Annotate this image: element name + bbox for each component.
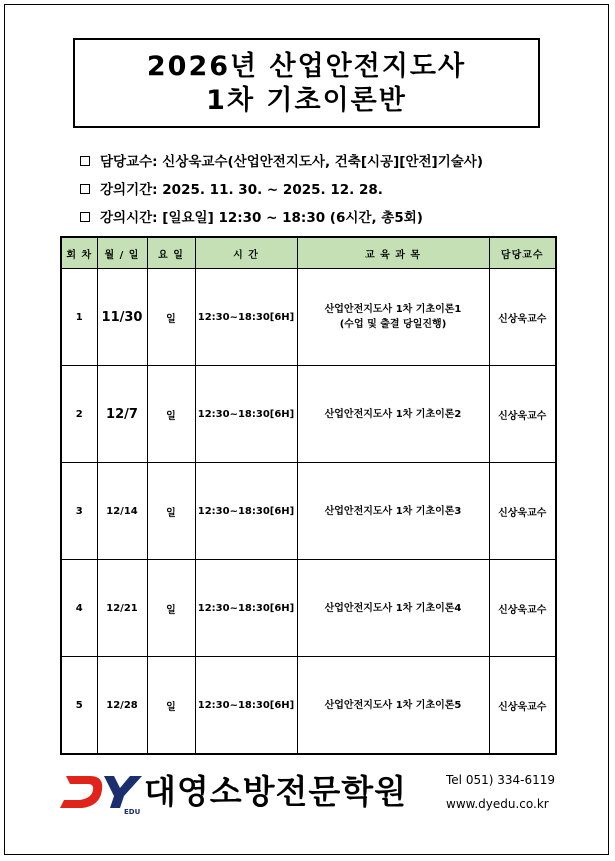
cell-date: 12/28 bbox=[97, 657, 147, 755]
header-no: 회 차 bbox=[61, 237, 97, 269]
cell-no: 5 bbox=[61, 657, 97, 755]
cell-day: 일 bbox=[147, 560, 195, 657]
table-row bbox=[61, 560, 556, 657]
info-label: 강의기간: bbox=[100, 182, 158, 198]
cell-day: 일 bbox=[147, 269, 195, 366]
info-value: 2025. 11. 30. ~ 2025. 12. 28. bbox=[162, 182, 383, 198]
course-title: 산업안전지도사 1차 기초이론4 bbox=[324, 602, 462, 614]
schedule-table bbox=[60, 236, 557, 755]
table-row bbox=[61, 657, 556, 755]
course-title: 산업안전지도사 1차 기초이론2 bbox=[324, 408, 462, 420]
contact-web: www.dyedu.co.kr bbox=[446, 797, 549, 811]
header-day: 요 일 bbox=[147, 237, 195, 269]
course-note: (수업 및 출결 당일진행) bbox=[339, 319, 447, 330]
cell-date: 12/7 bbox=[97, 366, 147, 463]
cell-no: 2 bbox=[61, 366, 97, 463]
cell-date: 12/14 bbox=[97, 463, 147, 560]
dy-edu-logo bbox=[60, 770, 150, 816]
school-name: 대영소방전문학원 bbox=[144, 772, 408, 811]
table-row bbox=[61, 269, 556, 366]
cell-professor: 신상욱교수 bbox=[489, 560, 556, 657]
cell-no: 4 bbox=[61, 560, 97, 657]
cell-professor: 신상욱교수 bbox=[489, 269, 556, 366]
cell-time: 12:30~18:30[6H] bbox=[195, 560, 297, 657]
cell-professor: 신상욱교수 bbox=[489, 366, 556, 463]
info-period bbox=[80, 178, 383, 198]
header-time: 시 간 bbox=[195, 237, 297, 269]
course-title: 산업안전지도사 1차 기초이론3 bbox=[324, 505, 462, 517]
title-line-1: 2026년 산업안전지도사 bbox=[146, 51, 467, 82]
info-label: 강의시간: bbox=[100, 210, 158, 226]
logo-sub-text: EDU bbox=[124, 808, 141, 816]
header-course: 교 육 과 목 bbox=[297, 237, 489, 269]
cell-no: 1 bbox=[61, 269, 97, 366]
cell-course bbox=[297, 657, 489, 755]
cell-day: 일 bbox=[147, 657, 195, 755]
table-header-row bbox=[61, 237, 556, 269]
table-row bbox=[61, 366, 556, 463]
cell-professor: 신상욱교수 bbox=[489, 463, 556, 560]
checkbox-bullet-icon bbox=[80, 156, 90, 166]
header-professor: 담당교수 bbox=[489, 237, 556, 269]
cell-time: 12:30~18:30[6H] bbox=[195, 657, 297, 755]
info-value: [일요일] 12:30 ~ 18:30 (6시간, 총5회) bbox=[162, 210, 423, 226]
title-line-2: 1차 기초이론반 bbox=[206, 85, 407, 116]
contact-tel: Tel 051) 334-6119 bbox=[446, 773, 555, 787]
info-time bbox=[80, 206, 423, 226]
cell-time: 12:30~18:30[6H] bbox=[195, 366, 297, 463]
cell-professor: 신상욱교수 bbox=[489, 657, 556, 755]
cell-day: 일 bbox=[147, 463, 195, 560]
cell-course bbox=[297, 269, 489, 366]
cell-day: 일 bbox=[147, 366, 195, 463]
cell-time: 12:30~18:30[6H] bbox=[195, 463, 297, 560]
cell-date: 12/21 bbox=[97, 560, 147, 657]
checkbox-bullet-icon bbox=[80, 212, 90, 222]
title-box bbox=[73, 38, 540, 128]
course-title: 산업안전지도사 1차 기초이론5 bbox=[324, 699, 462, 711]
cell-course bbox=[297, 560, 489, 657]
checkbox-bullet-icon bbox=[80, 184, 90, 194]
info-value: 신상욱교수(산업안전지도사, 건축[시공][안전]기술사) bbox=[162, 154, 483, 170]
course-title: 산업안전지도사 1차 기초이론1 bbox=[324, 304, 462, 315]
cell-course bbox=[297, 366, 489, 463]
info-professor bbox=[80, 150, 483, 170]
table-row bbox=[61, 463, 556, 560]
cell-date: 11/30 bbox=[97, 269, 147, 366]
cell-time: 12:30~18:30[6H] bbox=[195, 269, 297, 366]
cell-no: 3 bbox=[61, 463, 97, 560]
info-label: 담당교수: bbox=[100, 154, 158, 170]
cell-course bbox=[297, 463, 489, 560]
header-date: 월 / 일 bbox=[97, 237, 147, 269]
